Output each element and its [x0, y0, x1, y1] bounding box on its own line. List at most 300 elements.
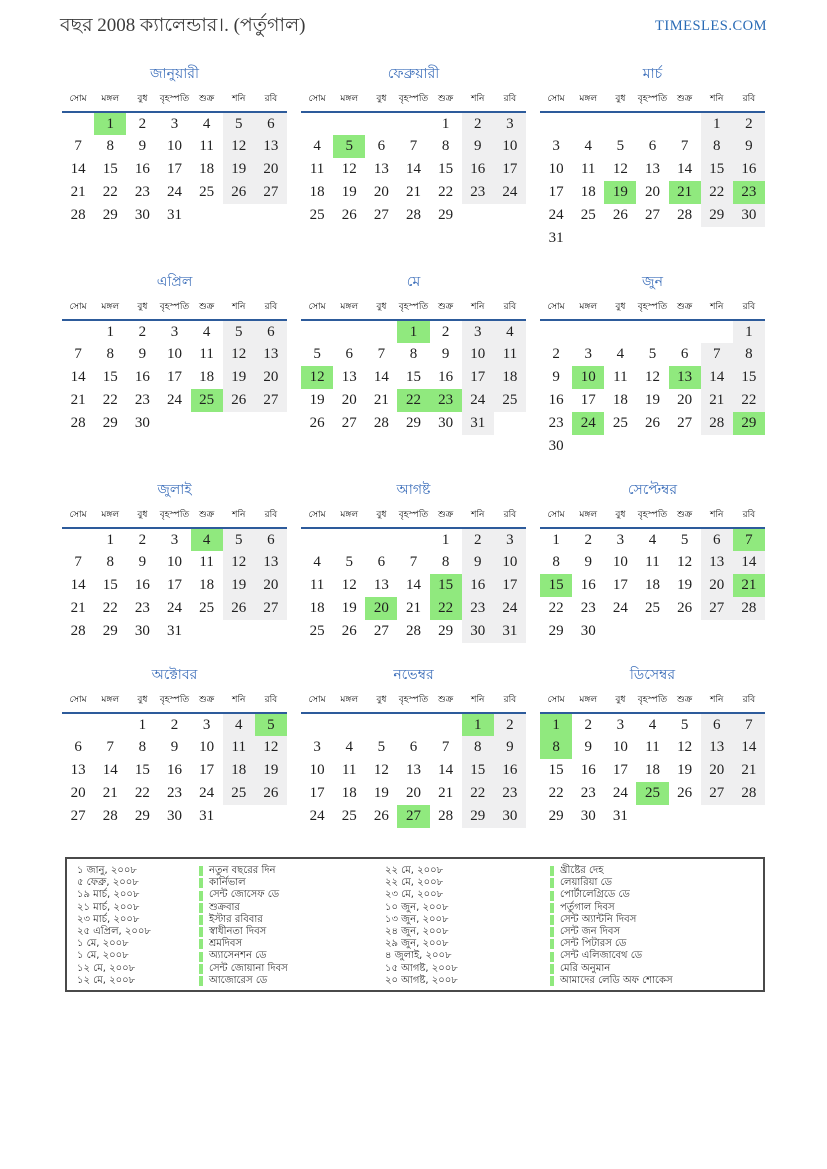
day-cell: 27 — [70, 808, 86, 824]
weekend-day-cell: 23 — [462, 181, 494, 204]
day-cell: 5 — [313, 346, 321, 362]
week-row — [62, 343, 287, 366]
month-block — [540, 482, 765, 643]
day-cell: 26 — [309, 415, 325, 431]
weekend-day-cell: 11 — [223, 736, 255, 759]
holiday-day-cell: 5 — [333, 135, 365, 158]
day-cell: 8 — [106, 346, 114, 362]
weekday-label: শনি — [471, 302, 485, 312]
day-cell: 20 — [373, 184, 389, 200]
weekday-label: শনি — [710, 302, 724, 312]
legend-entry-label: সেন্ট পিটারস ডে — [560, 938, 627, 950]
month-title: আগষ্ট — [396, 482, 431, 498]
legend-entry-label: পর্তুগাল দিবস — [560, 901, 615, 913]
weekday-header-row — [62, 507, 287, 528]
month-table — [62, 299, 287, 435]
day-cell: 19 — [341, 600, 357, 616]
day-cell: 2 — [138, 115, 147, 132]
weekend-day-cell: 19 — [223, 366, 255, 389]
weekend-day-cell: 6 — [255, 320, 287, 343]
day-cell: 6 — [377, 554, 386, 570]
weekday-label: রবি — [264, 510, 278, 520]
day-cell: 8 — [106, 554, 114, 570]
weekday-label: শুক্র — [198, 695, 215, 705]
day-cell: 30 — [548, 438, 564, 454]
day-cell — [604, 227, 636, 250]
day-cell — [669, 435, 701, 458]
weekend-day-cell: 25 — [223, 782, 255, 805]
week-row — [301, 736, 526, 759]
day-cell: 24 — [199, 785, 215, 801]
day-cell: 26 — [341, 207, 357, 223]
day-cell: 11 — [580, 161, 596, 177]
weekday-label: সোম — [547, 302, 565, 312]
day-cell — [255, 412, 287, 435]
weekend-day-cell: 21 — [701, 389, 733, 412]
legend-entry-date: ১ মে, ২০০৮ — [77, 938, 129, 950]
day-cell: 7 — [409, 138, 418, 154]
day-cell — [191, 412, 223, 435]
holiday-day-cell: 15 — [540, 574, 572, 597]
legend-entry-name — [199, 975, 385, 987]
week-row — [62, 135, 287, 158]
weekend-day-cell: 19 — [255, 759, 287, 782]
day-cell: 7 — [441, 739, 450, 755]
holiday-day-cell: 23 — [430, 389, 462, 412]
weekend-day-cell: 9 — [462, 135, 494, 158]
legend-entry-label: লেয়ারিয়া ডে — [560, 877, 613, 889]
day-cell — [572, 227, 604, 250]
week-row — [540, 389, 765, 412]
day-cell: 16 — [580, 577, 596, 593]
day-cell — [540, 112, 572, 135]
day-cell — [397, 528, 429, 551]
day-cell: 6 — [409, 739, 418, 755]
day-cell — [158, 412, 190, 435]
day-cell: 16 — [134, 161, 150, 177]
weekday-header-row — [301, 299, 526, 320]
day-cell: 25 — [644, 600, 660, 616]
week-row — [301, 181, 526, 204]
day-cell — [572, 435, 604, 458]
day-cell: 11 — [199, 346, 214, 362]
legend-row — [77, 938, 763, 950]
day-cell: 17 — [166, 369, 182, 385]
day-cell — [223, 620, 255, 643]
legend-entry-label: শুক্রবার — [209, 901, 240, 913]
week-row — [301, 320, 526, 343]
day-cell: 2 — [584, 716, 592, 733]
day-cell: 18 — [199, 577, 215, 593]
day-cell — [62, 713, 94, 736]
day-cell: 30 — [438, 415, 454, 431]
legend-entry-label: সেন্ট জোয়ানা দিবস — [209, 962, 288, 974]
weekend-day-cell: 16 — [462, 158, 494, 181]
weekend-day-cell: 8 — [733, 343, 765, 366]
weekend-day-cell: 12 — [223, 135, 255, 158]
day-cell — [636, 112, 668, 135]
week-row — [540, 574, 765, 597]
week-row — [62, 713, 287, 736]
week-row — [301, 112, 526, 135]
day-cell: 6 — [345, 346, 353, 362]
day-cell: 25 — [309, 207, 325, 223]
holiday-marker-icon — [550, 866, 554, 876]
legend-entry-label: নতুন বছরের দিন — [209, 865, 276, 876]
week-row — [62, 805, 287, 828]
day-cell: 6 — [377, 138, 386, 154]
weekday-label: রবি — [503, 302, 517, 312]
day-cell: 25 — [199, 600, 215, 616]
day-cell — [397, 112, 429, 135]
day-cell: 31 — [166, 623, 182, 639]
holiday-marker-icon — [199, 866, 203, 876]
month-block — [301, 274, 526, 435]
day-cell: 19 — [341, 184, 357, 200]
weekday-label: সোম — [308, 302, 326, 312]
day-cell: 31 — [166, 207, 182, 223]
day-cell: 10 — [199, 739, 215, 755]
weekday-label: বুধ — [615, 510, 626, 520]
weekend-day-cell: 6 — [255, 528, 287, 551]
day-cell: 24 — [309, 808, 325, 824]
holiday-marker-icon — [199, 952, 203, 962]
week-row — [540, 320, 765, 343]
legend-entry-label: আজোরেস ডে — [209, 974, 268, 986]
day-cell: 30 — [134, 623, 150, 639]
day-cell: 31 — [548, 230, 564, 246]
day-cell: 21 — [405, 184, 421, 200]
day-cell: 3 — [170, 115, 179, 132]
month-table — [540, 91, 765, 250]
holiday-marker-icon — [550, 878, 554, 888]
day-cell — [191, 204, 223, 227]
weekday-header-row — [62, 299, 287, 320]
week-row — [540, 227, 765, 250]
month-title: মার্চ — [642, 66, 663, 82]
day-cell — [701, 320, 733, 343]
day-cell: 4 — [616, 346, 625, 362]
weekday-label: বৃহস্পতি — [637, 695, 668, 705]
day-cell: 13 — [70, 762, 86, 778]
weekend-day-cell: 14 — [701, 366, 733, 389]
legend-entry-label: সেন্ট এলিজাবেথ ডে — [560, 950, 643, 962]
weekend-day-cell: 27 — [701, 597, 733, 620]
week-row — [540, 805, 765, 828]
day-cell: 22 — [548, 600, 564, 616]
weekend-day-cell: 13 — [701, 551, 733, 574]
legend-row — [77, 975, 763, 987]
weekday-label: মঙ্গল — [101, 510, 120, 520]
day-cell: 20 — [405, 785, 421, 801]
weekday-label: বুধ — [376, 94, 387, 104]
legend-entry-name — [550, 865, 763, 877]
day-cell — [636, 320, 668, 343]
month-table — [540, 299, 765, 458]
day-cell — [94, 713, 126, 736]
day-cell — [430, 713, 462, 736]
legend-entry-date: ১৫ আগষ্ট, ২০০৮ — [385, 962, 458, 974]
day-cell — [397, 713, 429, 736]
weekend-day-cell: 13 — [255, 343, 287, 366]
day-cell: 24 — [612, 785, 628, 801]
week-row — [62, 204, 287, 227]
day-cell: 21 — [70, 392, 86, 408]
day-cell: 11 — [613, 369, 628, 385]
week-row — [301, 135, 526, 158]
weekday-label: বৃহস্পতি — [159, 510, 190, 520]
weekend-day-cell: 26 — [223, 389, 255, 412]
day-cell: 18 — [309, 600, 325, 616]
day-cell: 2 — [441, 323, 450, 340]
day-cell: 15 — [134, 762, 150, 778]
day-cell: 3 — [552, 138, 560, 154]
day-cell: 4 — [648, 716, 657, 733]
legend-entry-name — [199, 938, 385, 950]
holiday-day-cell: 13 — [669, 366, 701, 389]
weekend-day-cell: 19 — [223, 158, 255, 181]
holiday-legend — [65, 857, 765, 992]
day-cell — [223, 412, 255, 435]
weekday-label: বৃহস্পতি — [637, 302, 668, 312]
weekend-day-cell: 17 — [494, 574, 526, 597]
day-cell: 3 — [584, 346, 592, 362]
day-cell: 3 — [313, 739, 321, 755]
weekday-label: শনি — [710, 695, 724, 705]
week-row — [540, 204, 765, 227]
day-cell: 28 — [70, 207, 86, 223]
day-cell: 5 — [648, 346, 657, 362]
weekday-label: শনি — [471, 510, 485, 520]
weekday-label: বৃহস্পতি — [159, 302, 190, 312]
day-cell — [301, 713, 333, 736]
day-cell — [669, 805, 701, 828]
day-cell: 15 — [548, 762, 564, 778]
weekend-day-cell: 3 — [494, 112, 526, 135]
day-cell: 5 — [377, 739, 386, 755]
week-row — [62, 112, 287, 135]
weekend-day-cell: 1 — [733, 320, 765, 343]
day-cell: 16 — [438, 369, 454, 385]
weekend-day-cell: 24 — [494, 597, 526, 620]
day-cell — [636, 805, 668, 828]
holiday-day-cell: 1 — [462, 713, 494, 736]
day-cell: 22 — [548, 785, 564, 801]
weekend-day-cell: 24 — [462, 389, 494, 412]
weekday-label: বুধ — [137, 94, 148, 104]
legend-entry-label: সেন্ট জোসেফ ডে — [209, 889, 280, 901]
day-cell — [365, 713, 397, 736]
weekend-day-cell: 23 — [494, 782, 526, 805]
legend-entry-date: ১৯ মার্চ, ২০০৮ — [77, 889, 140, 901]
day-cell: 30 — [134, 207, 150, 223]
week-row — [62, 320, 287, 343]
weekday-label: শুক্র — [676, 510, 693, 520]
day-cell: 31 — [199, 808, 215, 824]
holiday-day-cell: 21 — [733, 574, 765, 597]
holiday-day-cell: 25 — [191, 389, 223, 412]
weekend-day-cell: 22 — [462, 782, 494, 805]
day-cell: 23 — [580, 600, 596, 616]
holiday-day-cell: 19 — [604, 181, 636, 204]
weekend-day-cell: 30 — [462, 620, 494, 643]
legend-entry-label: সেন্ট অ্যান্টনি দিবস — [560, 913, 637, 925]
week-row — [540, 736, 765, 759]
weekday-label: মঙ্গল — [579, 695, 598, 705]
day-cell: 23 — [166, 785, 182, 801]
holiday-marker-icon — [550, 976, 554, 986]
day-cell — [604, 435, 636, 458]
weekend-day-cell: 3 — [462, 320, 494, 343]
weekend-day-cell: 1 — [701, 112, 733, 135]
day-cell: 4 — [584, 138, 592, 154]
day-cell: 16 — [580, 762, 596, 778]
day-cell: 27 — [373, 623, 389, 639]
legend-entry-name — [550, 950, 763, 962]
day-cell — [333, 112, 365, 135]
day-cell — [301, 528, 333, 551]
day-cell — [733, 227, 765, 250]
day-cell: 11 — [309, 577, 325, 593]
weekday-label: শনি — [232, 302, 246, 312]
day-cell: 4 — [202, 323, 211, 340]
month-title: অক্টোবর — [151, 667, 198, 683]
weekend-day-cell: 31 — [462, 412, 494, 435]
holiday-marker-icon — [199, 891, 203, 901]
day-cell: 13 — [341, 369, 357, 385]
day-cell: 11 — [309, 161, 325, 177]
day-cell: 26 — [612, 207, 628, 223]
holiday-marker-icon — [550, 915, 554, 925]
brand-link[interactable]: TIMESLES.COM — [655, 18, 767, 34]
weekend-day-cell: 18 — [494, 366, 526, 389]
weekend-day-cell: 28 — [733, 597, 765, 620]
holiday-marker-icon — [199, 878, 203, 888]
holiday-day-cell: 22 — [430, 597, 462, 620]
day-cell: 14 — [405, 577, 421, 593]
day-cell — [365, 320, 397, 343]
weekend-day-cell: 9 — [733, 135, 765, 158]
weekday-label: শনি — [232, 94, 246, 104]
weekday-header-row — [540, 507, 765, 528]
day-cell: 15 — [405, 369, 421, 385]
day-cell: 11 — [341, 762, 357, 778]
weekend-day-cell: 16 — [462, 574, 494, 597]
month-block — [62, 66, 287, 227]
day-cell: 14 — [70, 369, 86, 385]
day-cell: 7 — [377, 346, 386, 362]
weekday-label: শুক্র — [198, 510, 215, 520]
legend-row — [77, 926, 763, 938]
legend-entry-name — [550, 877, 763, 889]
weekend-day-cell: 12 — [223, 343, 255, 366]
holiday-marker-icon — [550, 903, 554, 913]
holiday-day-cell: 23 — [733, 181, 765, 204]
day-cell: 28 — [102, 808, 118, 824]
day-cell: 12 — [341, 577, 357, 593]
week-row — [540, 112, 765, 135]
page-title: বছর 2008 ক্যালেন্ডার।. (পর্তুগাল) — [60, 15, 306, 36]
week-row — [540, 528, 765, 551]
holiday-day-cell: 1 — [540, 713, 572, 736]
weekend-day-cell: 13 — [701, 736, 733, 759]
holiday-marker-icon — [550, 927, 554, 937]
day-cell — [636, 620, 668, 643]
legend-entry-name — [550, 963, 763, 975]
day-cell: 16 — [134, 369, 150, 385]
day-cell: 18 — [309, 184, 325, 200]
legend-entry-name — [550, 926, 763, 938]
weekday-label: রবি — [503, 510, 517, 520]
day-cell: 18 — [580, 184, 596, 200]
weekday-label: শুক্র — [198, 302, 215, 312]
legend-entry-date: ২৩ মে, ২০০৮ — [385, 889, 444, 901]
day-cell: 7 — [74, 138, 82, 154]
day-cell — [462, 204, 494, 227]
legend-entry-date: ১২ মে, ২০০৮ — [77, 962, 136, 974]
day-cell: 10 — [612, 554, 628, 570]
month-block — [62, 482, 287, 643]
day-cell: 2 — [138, 323, 147, 340]
weekend-day-cell: 27 — [255, 181, 287, 204]
week-row — [62, 389, 287, 412]
legend-entry-date: ৪ জুলাই, ২০০৮ — [385, 950, 452, 962]
legend-entry-name — [550, 902, 763, 914]
weekday-header-row — [540, 299, 765, 320]
weekend-day-cell: 15 — [733, 366, 765, 389]
weekday-label: শুক্র — [437, 510, 454, 520]
weekday-label: সোম — [547, 510, 565, 520]
month-block — [540, 667, 765, 828]
weekend-day-cell: 2 — [462, 112, 494, 135]
day-cell: 17 — [612, 762, 628, 778]
week-row — [301, 620, 526, 643]
holiday-marker-icon — [550, 952, 554, 962]
month-block — [540, 66, 765, 250]
day-cell: 21 — [405, 600, 421, 616]
day-cell: 31 — [612, 808, 628, 824]
day-cell: 3 — [616, 531, 625, 548]
day-cell: 19 — [677, 762, 693, 778]
day-cell: 14 — [405, 161, 421, 177]
page-header — [60, 14, 767, 39]
weekend-day-cell: 12 — [223, 551, 255, 574]
day-cell: 9 — [138, 554, 147, 570]
day-cell: 27 — [677, 415, 693, 431]
day-cell — [255, 620, 287, 643]
day-cell: 29 — [102, 415, 118, 431]
day-cell: 8 — [409, 346, 418, 362]
weekend-day-cell: 28 — [733, 782, 765, 805]
weekday-label: সোম — [69, 302, 87, 312]
day-cell: 27 — [341, 415, 357, 431]
day-cell: 22 — [134, 785, 150, 801]
day-cell: 21 — [70, 184, 86, 200]
month-table — [62, 91, 287, 227]
week-row — [62, 551, 287, 574]
day-cell: 8 — [106, 138, 114, 154]
legend-entry-label: পোর্টালেগ্রিডে ডে — [560, 889, 630, 901]
day-cell: 7 — [106, 739, 114, 755]
month-table — [540, 692, 765, 828]
day-cell: 1 — [441, 115, 450, 132]
weekday-label: শুক্র — [676, 302, 693, 312]
day-cell: 28 — [438, 808, 454, 824]
day-cell: 18 — [341, 785, 357, 801]
day-cell: 10 — [309, 762, 325, 778]
legend-entry-name — [199, 926, 385, 938]
day-cell — [604, 112, 636, 135]
